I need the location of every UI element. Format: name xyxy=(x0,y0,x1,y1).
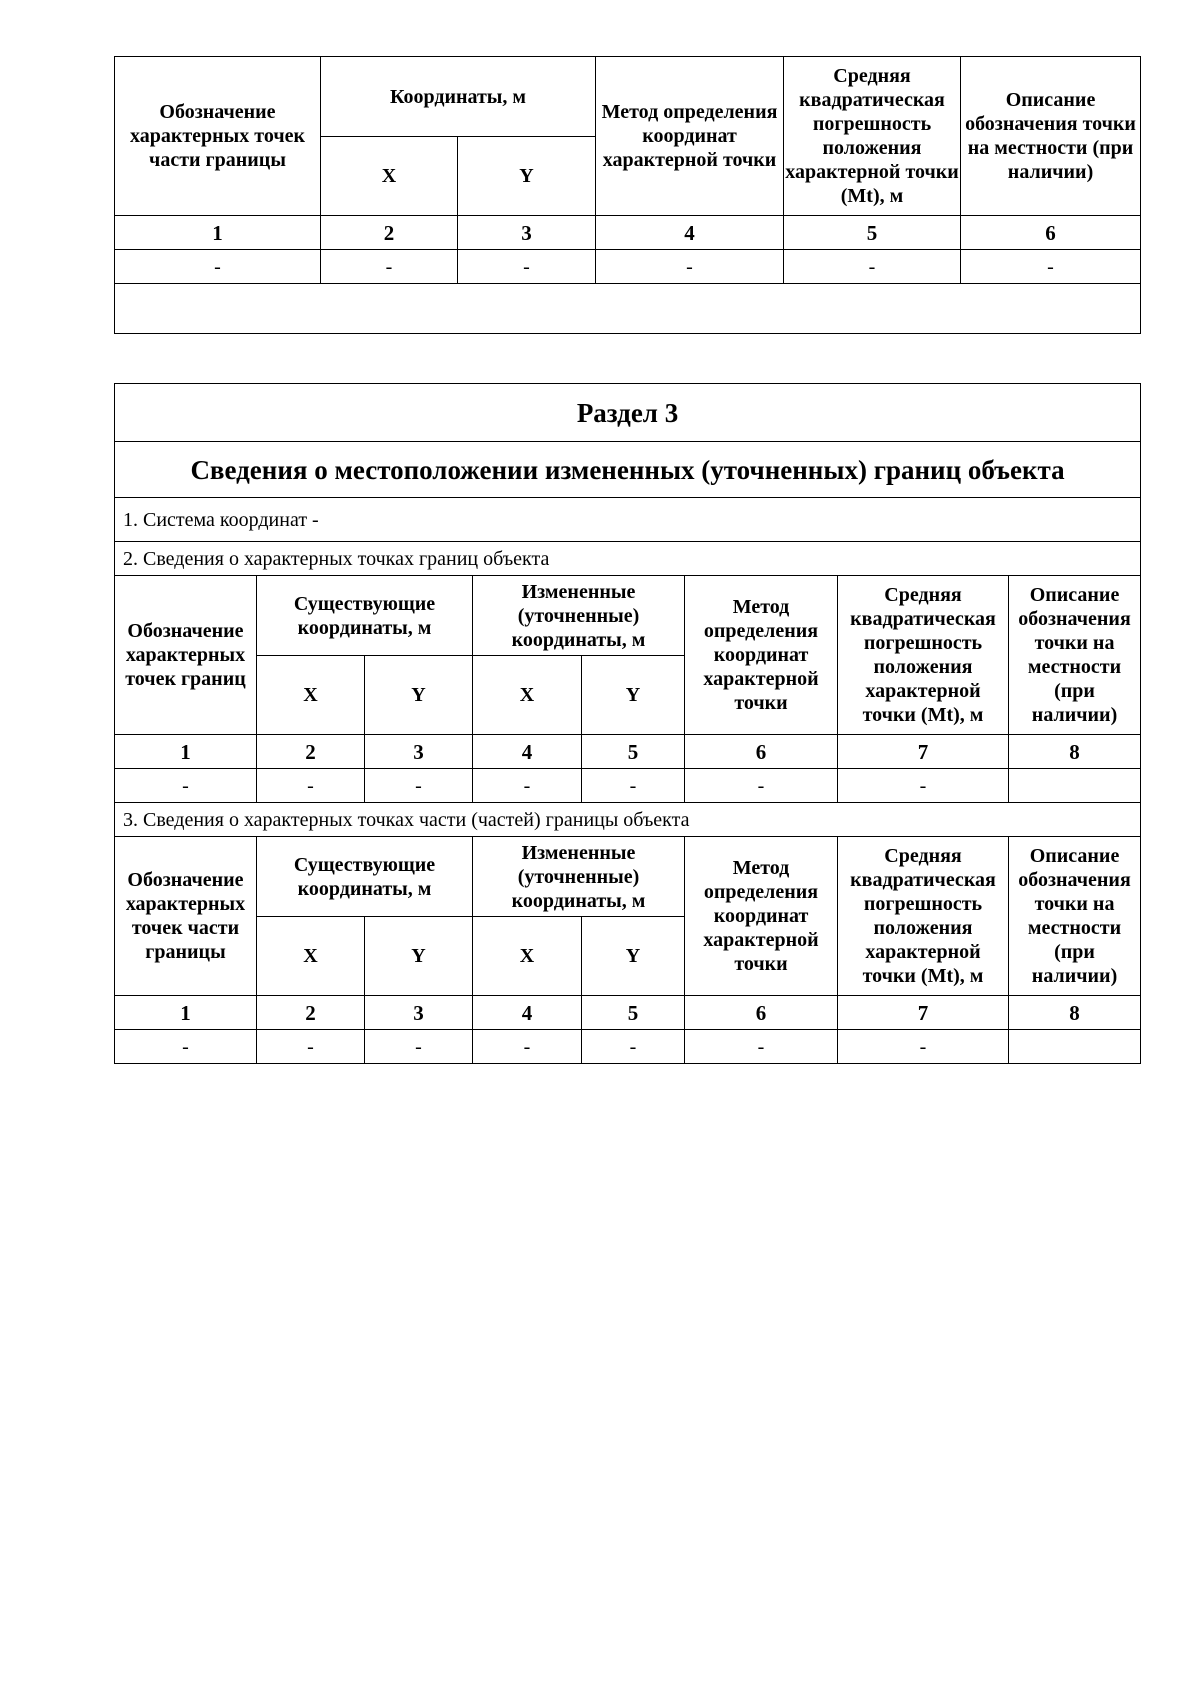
blank-row xyxy=(115,284,1141,334)
cell: - xyxy=(685,1030,838,1064)
part-boundary-points-table xyxy=(114,56,1141,334)
column-number: 4 xyxy=(473,735,582,769)
coordinate-system: 1. Система координат - xyxy=(115,498,1141,542)
header-designation: Обозначение характерных точек части границы xyxy=(115,57,321,216)
cell: - xyxy=(365,769,473,803)
header-accuracy: Средняя квадратическая погрешность положения характерной точки (Mt), м xyxy=(784,57,961,216)
header-method: Метод определения координат характерной точки xyxy=(685,576,838,735)
column-number: 5 xyxy=(582,735,685,769)
column-number: 1 xyxy=(115,735,257,769)
cell: - xyxy=(596,250,784,284)
cell: - xyxy=(115,250,321,284)
header-y: Y xyxy=(458,137,596,216)
column-number: 3 xyxy=(458,216,596,250)
cell: - xyxy=(784,250,961,284)
column-number: 1 xyxy=(115,216,321,250)
cell: - xyxy=(582,769,685,803)
header-changed-coordinates: Измененные (уточненные) координаты, м xyxy=(473,837,685,917)
section3-table xyxy=(114,383,1141,1064)
cell: - xyxy=(257,769,365,803)
table-row xyxy=(115,250,1141,284)
column-number: 8 xyxy=(1009,996,1141,1030)
header-description: Описание обозначения точки на местности (при наличии) xyxy=(1009,576,1141,735)
header-x: X xyxy=(473,656,582,735)
cell: - xyxy=(473,769,582,803)
header-existing-coordinates: Существующие координаты, м xyxy=(257,837,473,917)
column-number: 1 xyxy=(115,996,257,1030)
cell: - xyxy=(115,1030,257,1064)
cell: - xyxy=(458,250,596,284)
column-number: 8 xyxy=(1009,735,1141,769)
column-number: 7 xyxy=(838,735,1009,769)
column-number: 3 xyxy=(365,735,473,769)
column-number: 2 xyxy=(257,996,365,1030)
header-designation: Обозначение характерных точек части границы xyxy=(115,837,257,996)
column-number: 4 xyxy=(473,996,582,1030)
column-numbers-row xyxy=(115,735,1141,769)
cell: - xyxy=(685,769,838,803)
header-accuracy: Средняя квадратическая погрешность положения характерной точки (Mt), м xyxy=(838,837,1009,996)
blank-cell xyxy=(115,284,1141,334)
header-method: Метод определения координат характерной точки xyxy=(596,57,784,216)
header-y: Y xyxy=(582,917,685,996)
header-x: X xyxy=(257,917,365,996)
column-number: 6 xyxy=(685,996,838,1030)
cell: - xyxy=(838,769,1009,803)
column-numbers-row xyxy=(115,996,1141,1030)
section-subtitle: Сведения о местоположении измененных (уточненных) границ объекта xyxy=(115,442,1141,498)
cell: - xyxy=(473,1030,582,1064)
column-number: 2 xyxy=(257,735,365,769)
header-description: Описание обозначения точки на местности (при наличии) xyxy=(961,57,1141,216)
table-row xyxy=(115,769,1141,803)
parts-heading: 3. Сведения о характерных точках части (частей) границы объекта xyxy=(115,803,1141,837)
header-description: Описание обозначения точки на местности (при наличии) xyxy=(1009,837,1141,996)
column-number: 3 xyxy=(365,996,473,1030)
cell: - xyxy=(365,1030,473,1064)
cell: - xyxy=(257,1030,365,1064)
header-y: Y xyxy=(365,917,473,996)
header-x: X xyxy=(473,917,582,996)
cell: - xyxy=(838,1030,1009,1064)
column-number: 5 xyxy=(784,216,961,250)
column-number: 5 xyxy=(582,996,685,1030)
column-number: 7 xyxy=(838,996,1009,1030)
cell: - xyxy=(961,250,1141,284)
cell: - xyxy=(115,769,257,803)
column-numbers-row xyxy=(115,216,1141,250)
section-title: Раздел 3 xyxy=(115,384,1141,442)
header-existing-coordinates: Существующие координаты, м xyxy=(257,576,473,656)
table-row xyxy=(115,1030,1141,1064)
header-method: Метод определения координат характерной точки xyxy=(685,837,838,996)
column-number: 4 xyxy=(596,216,784,250)
header-x: X xyxy=(257,656,365,735)
column-number: 6 xyxy=(961,216,1141,250)
header-changed-coordinates: Измененные (уточненные) координаты, м xyxy=(473,576,685,656)
header-designation: Обозначение характерных точек границ xyxy=(115,576,257,735)
cell: - xyxy=(582,1030,685,1064)
cell xyxy=(1009,1030,1141,1064)
header-coordinates: Координаты, м xyxy=(321,57,596,137)
cell: - xyxy=(321,250,458,284)
header-y: Y xyxy=(365,656,473,735)
column-number: 6 xyxy=(685,735,838,769)
header-x: X xyxy=(321,137,458,216)
header-y: Y xyxy=(582,656,685,735)
points-heading: 2. Сведения о характерных точках границ объекта xyxy=(115,542,1141,576)
cell xyxy=(1009,769,1141,803)
header-accuracy: Средняя квадратическая погрешность положения характерной точки (Mt), м xyxy=(838,576,1009,735)
column-number: 2 xyxy=(321,216,458,250)
